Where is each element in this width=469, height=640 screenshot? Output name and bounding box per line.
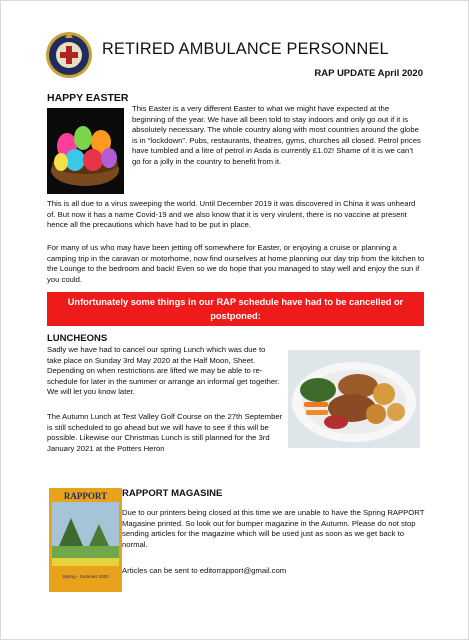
rapport-email-line: Articles can be sent to editorrapport@gmail.com — [122, 566, 287, 575]
luncheons-paragraph-2: The Autumn Lunch at Test Valley Golf Course on the 27th September is still scheduled to go ahead but we will have to see if this will be possible. Likewise our Christmas Lunch is still planned for the 3rd January 2021 at the Potters Heron — [47, 412, 283, 453]
rapport-heading: RAPPORT MAGASINE — [122, 488, 223, 499]
rapport-paragraph: Due to our printers being closed at this time we are unable to have the Spring RAPPORT Magasine printed. So look out for bumper magazine in the Autumn. Please do not stop sending articles for the magazine which will be used just as soon as we get back to normal. — [122, 508, 425, 549]
virus-paragraph: This is all due to a virus sweeping the world. Until December 2019 it was discovered in China it was unheard of. But now it has a name Covid-19 and we also know that it is very virulent, there is no vaccine at present hence all the precautions which have had to be put in place. — [47, 199, 416, 230]
cover-issue: Spring - Summer 2020 — [62, 574, 109, 579]
cover-masthead: RAPPORT — [63, 491, 108, 501]
easter-eggs-image — [47, 108, 124, 194]
holiday-paragraph: For many of us who may have been jetting off somewhere for Easter, or enjoying a cruise or planning a camping trip in the caravan or motorhome, now find ourselves at home planning our day trip from the kitchen to the Lounge to the bedroom and back! Even so we do hope that you managed to stay well and enjoy the sun if you could. — [47, 243, 425, 284]
rapport-magazine-cover — [49, 488, 122, 592]
easter-paragraph: This Easter is a very different Easter to what we might have expected at the beginning of the year. We have all been told to stay indoors and only go out if it is absolutely necessary. The whole country along with most countries around the globe is in “lockdown”. Pubs, restaurants, theatres, gyms, churches all closed. Petrol prices have tumbled and a litre of petrol in Asda is currently £1.02! Shame of it is we can’t go for a jolly in the country to benefit from it. — [132, 104, 421, 166]
roast-dinner-image — [288, 350, 420, 448]
newsletter-title: RETIRED AMBULANCE PERSONNEL — [102, 40, 389, 58]
easter-heading: HAPPY EASTER — [47, 92, 129, 104]
cancellation-banner: Unfortunately some things in our RAP schedule have had to be cancelled or postponed: — [47, 292, 424, 326]
luncheons-paragraph-1: Sadly we have had to cancel our spring Lunch which was due to take place on Sunday 3rd May 2020 at the Half Moon, Sheet. Depending on when restrictions are lifted we may be able to re-schedule for later in the summer or arrange an informal get together. We will let you know later. — [47, 345, 280, 397]
luncheons-heading: LUNCHEONS — [47, 333, 108, 344]
rap-logo-icon — [44, 30, 94, 80]
update-date: RAP UPDATE April 2020 — [314, 68, 423, 79]
